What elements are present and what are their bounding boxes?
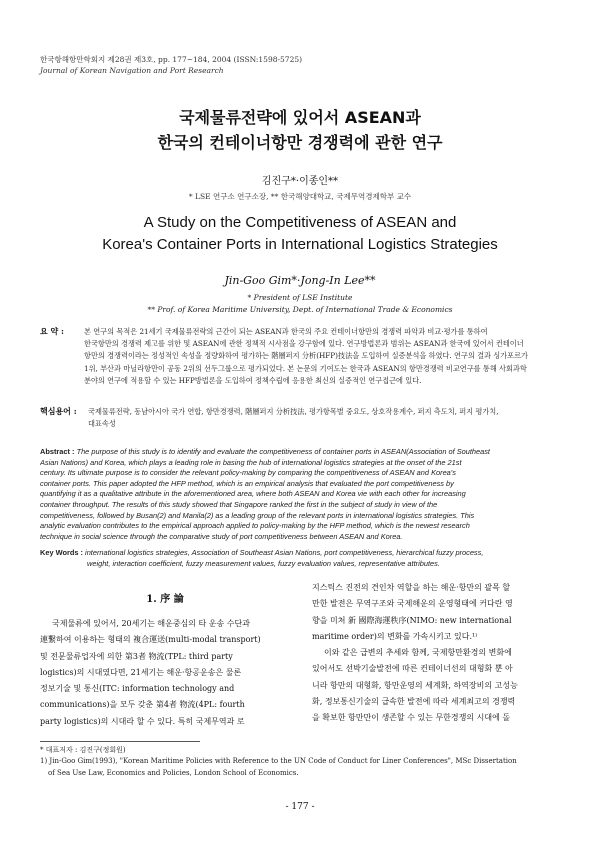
body-line: 지스틱스 진전의 견인차 역할을 하는 해운·항만의 괄목 할	[312, 583, 511, 592]
footnote-divider	[40, 741, 200, 742]
footnotes	[40, 745, 588, 779]
keywords-en-label: Key Words :	[40, 548, 83, 557]
affiliation-en-line1: * President of LSE Institute	[247, 293, 353, 302]
abstract-en-line: competitiveness, followed by Busan(2) and Manila(2) as a leading group of the relevant ports in international logistics strategies. This	[40, 510, 475, 520]
title-ko-line2: 한국의 컨테이너항만 경쟁력에 관한 연구	[157, 133, 443, 152]
footnote-1: 1) Jin-Goo Gim(1993), "Korean Maritime Policies with Reference to the UN Code of Conduct for Liner Conferences", MSc Dissertation	[40, 757, 517, 766]
body-line: party logistics)의 시대라 할 수 있다. 특히 국제무역과 로	[40, 716, 245, 726]
body-line: maritime order)의 변화를 가속시키고 있다.¹⁾	[312, 631, 478, 641]
body-line: 있어서도 선박기술발전에 따른 컨테이너선의 대형화 뿐 아	[312, 664, 513, 674]
page-number: - 177 -	[285, 802, 315, 812]
keywords-en-line1: international logistics strategies, Association of Southeast Asian Nations, port competitiveness, hierarchical fuzzy process,	[85, 548, 484, 557]
body-line: 을 확보한 항만만이 생존할 수 있는 무한경쟁의 시대에 돌	[312, 713, 511, 723]
body-line: 및 전문물류업자에 의한 第3者 物流(TPL: third party	[40, 651, 233, 661]
abstract-en-line: container ports. This paper adopted the HFP method, which is an empirical analysis that evaluated the port competitiveness by	[40, 478, 454, 488]
abstract-en-line: The purpose of this study is to identify and evaluate the competitiveness of container ports in ASEAN(Association of Southeast	[76, 447, 490, 456]
abstract-ko-label: 요 약 :	[40, 326, 64, 336]
authors-ko: 김진구*·이종인**	[261, 176, 339, 187]
abstract-ko-line: 항만의 경쟁력이라는 정성적인 속성을 정량화하여 평가하는 階層퍼지 分析(HFP)技法을 도입하여 실증분석을 하였다. 연구의 결과 싱가포르가	[84, 351, 528, 361]
title-en-line1: A Study on the Competitiveness of ASEAN and	[143, 214, 457, 231]
abstract-en	[40, 447, 585, 542]
keywords-en	[40, 548, 588, 569]
abstract-en-line: quantifying it as a qualitative attribute in the aforementioned area, where both ASEAN and Korea vie with each other for increasing	[40, 489, 466, 499]
keywords-en-line2: weight, interaction coefficient, fuzzy measurement values, fuzzy evaluation values, representative attributes.	[87, 558, 440, 568]
title-ko-line1: 국제물류전략에 있어서 ASEAN과	[179, 108, 421, 127]
abstract-ko-line: 분야의 연구에 적용할 수 있는 HFP방법론을 도입하여 정책수립에 응용한 최신의 실증적인 연구접근에 있다.	[84, 375, 422, 385]
affiliation-ko: * LSE 연구소 연구소장, ** 한국해양대학교, 국제무역경제학부 교수	[188, 192, 412, 201]
body-line: 화, 정보통신기술의 급속한 발전에 따라 세계최고의 경쟁력	[312, 697, 516, 707]
abstract-en-line: Asian Nations) and Korea, which plays a leading role in basing the hub of international logistics strategies at the onset of the 21st	[40, 457, 462, 467]
left-column	[40, 616, 292, 730]
abstract-en-line: container throughput. The results of this study showed that Singapore ranked the first in the subject of study in view of the	[40, 499, 438, 509]
abstract-ko-line: 1위, 부산과 마닐라항만이 공동 2위의 선두그룹으로 평가되었다. 본 논문의 기여도는 한국과 ASEAN의 항만경쟁력 비교연구를 통해 사회과학	[84, 363, 527, 373]
body-line: logistics)의 시대였다면, 21세기는 해운·항공운송은 물론	[40, 667, 242, 677]
body-line: 連繫하여 이용하는 형태의 複合運送(multi-modal transport)	[40, 635, 261, 645]
keywords-ko-line1: 국제물류전략, 동남아시아 국가 연합, 항만경쟁력, 階層퍼지 分析技法, 평가항목별 중요도, 상호작용계수, 퍼지 측도치, 퍼지 평가치,	[88, 407, 499, 416]
keywords-ko-line2: 대표속성	[88, 419, 116, 429]
body-line: 니라 항만의 대형화, 항만운영의 세계화, 하역장비의 고성능	[312, 680, 518, 690]
footnote-author: * 대표저자 : 김진구(정회원)	[40, 746, 126, 754]
journal-header	[40, 54, 302, 76]
abstract-en-line: century. Its ultimate purpose is to consider the relevant policy-making by comparing the competitiveness of ASEAN and Korea's	[40, 468, 456, 478]
section-heading: 1. 序 論	[146, 594, 184, 605]
authors-en: Jin-Goo Gim*·Jong-In Lee**	[224, 274, 376, 287]
keywords-ko-label: 핵심용어 :	[40, 406, 77, 416]
right-column	[312, 580, 564, 727]
body-line: communications)을 모두 갖춘 第4者 物流(4PL: fourth	[40, 700, 245, 710]
title-en-line2: Korea's Container Ports in International Logistics Strategies	[102, 236, 498, 253]
body-line: 국제물류에 있어서, 20세기는 해운중심의 타 운송 수단과	[52, 619, 250, 628]
body-line: 만한 발전은 무역구조와 국제해운의 운영형태에 커다란 영	[312, 599, 513, 609]
journal-name-en: Journal of Korean Navigation and Port Research	[40, 66, 224, 75]
abstract-en-line: technique in social science through the comparative study of port competitiveness between ASEAN and Korea.	[40, 531, 403, 541]
affiliation-en-line2: ** Prof. of Korea Maritime University, Dept. of International Trade & Economics	[147, 305, 453, 314]
abstract-en-line: analytic evaluation contributes to the empirical approach applied to policy-making by the HFP method, which is the newest research	[40, 521, 470, 531]
body-line: 정보기술 및 통신(ITC: information technology and	[40, 684, 235, 694]
body-line: 향을 미쳐 新 國際海運秩序(NIMO: new international	[312, 615, 512, 625]
footnote-1-cont: of Sea Use Law, Economics and Policies, London School of Economics.	[48, 768, 299, 777]
abstract-ko-line: 본 연구의 목적은 21세기 국제물류전략의 근간이 되는 ASEAN과 한국의 주요 컨테이너항만의 경쟁력 파악과 비교·평가를 통하여	[84, 327, 488, 336]
body-line: 이와 같은 급변의 추세와 함께, 국제항만환경의 변화에	[324, 648, 512, 658]
abstract-ko-line: 한국항만의 경쟁력 제고를 위한 및 ASEAN에 관한 정책적 시사점을 강구함에 있다. 연구방법론과 범위는 ASEAN과 한국에 있어서 컨테이너	[84, 339, 524, 349]
keywords-ko	[88, 406, 588, 430]
journal-citation-ko: 한국항해항만학회지 제28권 제3호, pp. 177~184, 2004 (ISSN:1598-5725)	[40, 55, 303, 64]
abstract-en-label: Abstract :	[40, 447, 75, 456]
